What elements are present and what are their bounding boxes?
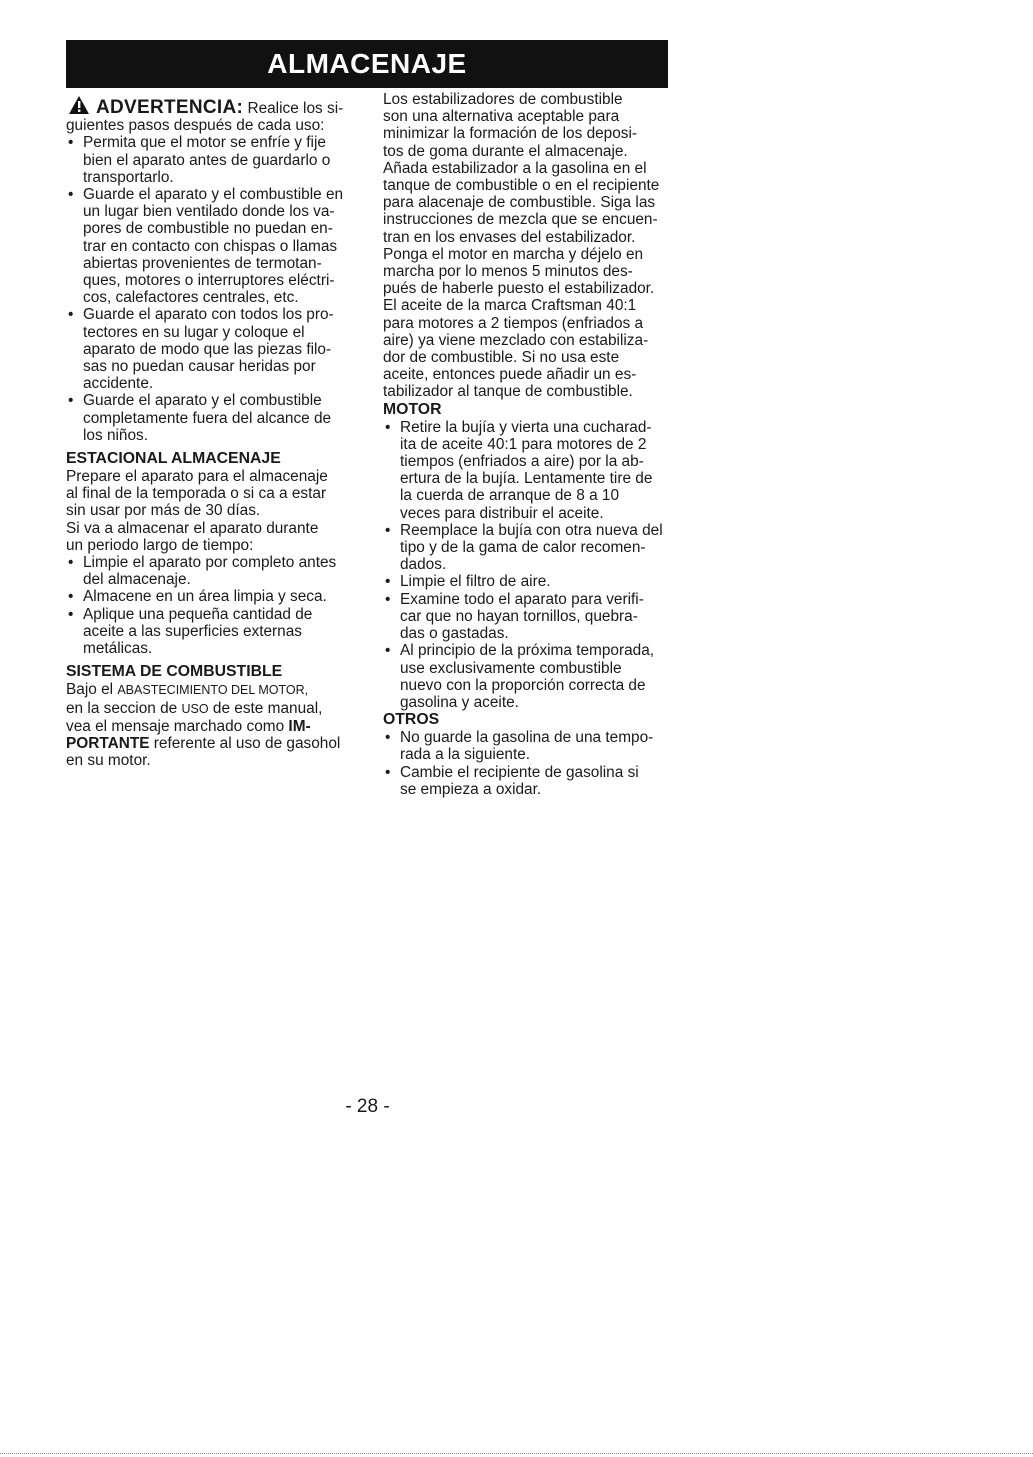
- list-item-line: Al principio de la próxima temporada,: [400, 642, 655, 660]
- list-item-line: Aplique una pequeña cantidad de: [83, 605, 313, 623]
- paragraph-line: tos de goma durante el almacenaje.: [383, 142, 628, 160]
- bullet-icon: •: [385, 521, 391, 539]
- list-item: [66, 134, 366, 186]
- list-item-line: Guarde el aparato y el combustible en: [83, 186, 344, 204]
- list-item-line: bien el aparato antes de guardarlo o: [83, 151, 331, 169]
- list-item: [66, 606, 366, 658]
- paragraph-line: tran en los envases del estabilizador.: [383, 228, 636, 246]
- list-item-line: trar en contacto con chispas o llamas: [83, 237, 338, 255]
- list-item-line: ertura de la bujía. Lentamente tire de: [400, 470, 653, 488]
- list-item: [383, 573, 685, 590]
- bullet-icon: •: [385, 573, 391, 591]
- paragraph-line: aire) ya viene mezclado con estabiliza-: [383, 331, 649, 349]
- motor-heading: MOTOR: [383, 400, 442, 418]
- paragraph-line: Los estabilizadores de combustible: [383, 91, 623, 108]
- list-item-line: veces para distribuir el aceite.: [400, 504, 604, 522]
- bullet-icon: •: [68, 186, 74, 204]
- list-item-line: se empieza a oxidar.: [400, 780, 542, 798]
- list-item: [66, 554, 366, 588]
- list-item-line: Almacene en un área limpia y seca.: [83, 588, 327, 606]
- list-item: [66, 306, 366, 392]
- list-item-line: Limpie el aparato por completo antes: [83, 554, 337, 572]
- list-item-line: das o gastadas.: [400, 625, 509, 643]
- list-item-line: gasolina y aceite.: [400, 693, 519, 711]
- fuel-text: Bajo el: [66, 681, 118, 699]
- list-item-line: del almacenaje.: [83, 571, 191, 589]
- list-item: [383, 522, 685, 574]
- paragraph-line: un periodo largo de tiempo:: [66, 536, 254, 554]
- bullet-icon: •: [385, 418, 391, 436]
- fuel-text: en la seccion de: [66, 699, 182, 717]
- list-item: [383, 419, 685, 522]
- list-item-line: rada a la siguiente.: [400, 746, 531, 764]
- fuel-line: [66, 681, 366, 699]
- bullet-icon: •: [68, 392, 74, 410]
- list-item-line: accidente.: [83, 375, 154, 393]
- list-item-line: Permita que el motor se enfríe y fije: [83, 134, 326, 152]
- list-item-line: sas no puedan causar heridas por: [83, 358, 316, 376]
- fuel-caps-text: ABASTECIMIENTO DEL MOTOR,: [117, 683, 309, 698]
- list-item-line: Guarde el aparato y el combustible: [83, 392, 322, 410]
- fuel-text: referente al uso de gasohol: [149, 734, 341, 752]
- paragraph-line: Añada estabilizador a la gasolina en el: [383, 159, 647, 177]
- warning-text: Realice los si-: [247, 100, 344, 117]
- list-item-line: un lugar bien ventilado donde los va-: [83, 203, 335, 221]
- paragraph-line: dor de combustible. Si no usa este: [383, 349, 620, 367]
- page-number: - 28 -: [345, 1096, 390, 1117]
- list-item-line: Retire la bujía y vierta una cucharad-: [400, 418, 652, 436]
- fuel-bold-text: PORTANTE: [66, 734, 150, 752]
- warning-triangle-icon: [68, 95, 90, 115]
- list-item: [383, 764, 685, 798]
- list-item-line: aparato de modo que las piezas filo-: [83, 340, 332, 358]
- bullet-icon: •: [385, 642, 391, 660]
- paragraph-line: al final de la temporada o si ca a estar: [66, 485, 327, 503]
- list-item-line: metálicas.: [83, 640, 153, 658]
- paragraph-line: tanque de combustible o en el recipiente: [383, 177, 660, 195]
- seasonal-paragraph: [66, 520, 366, 554]
- list-item-line: dados.: [400, 556, 447, 574]
- paragraph-line: pués de haberle puesto el estabilizador.: [383, 280, 655, 298]
- list-item-line: aceite a las superficies externas: [83, 622, 303, 640]
- list-item-line: tiempos (enfriados a aire) por la ab-: [400, 453, 644, 471]
- warning-bullet-list: [66, 134, 366, 444]
- list-item: [383, 591, 685, 643]
- paragraph-line: son una alternativa aceptable para: [383, 108, 620, 126]
- warning-text-continued: guientes pasos después de cada uso:: [66, 117, 325, 135]
- paragraph-line: para motores a 2 tiempos (enfriados a: [383, 314, 644, 332]
- list-item-line: car que no hayan tornillos, quebra-: [400, 607, 638, 625]
- list-item-line: Limpie el filtro de aire.: [400, 573, 551, 591]
- list-item-line: abiertas provenientes de termotan-: [83, 254, 322, 272]
- fuel-system-paragraph: [66, 681, 366, 769]
- list-item-line: tectores en su lugar y coloque el: [83, 323, 305, 341]
- list-item: [66, 186, 366, 306]
- fuel-line: [66, 718, 366, 735]
- paragraph-line: para alacenaje de combustible. Siga las: [383, 194, 656, 212]
- left-column: [66, 91, 366, 769]
- seasonal-paragraph: [66, 468, 366, 520]
- others-heading: OTROS: [383, 711, 440, 729]
- fuel-bold-text: IM-: [288, 717, 311, 735]
- list-item-line: cos, calefactores centrales, etc.: [83, 289, 299, 307]
- list-item-line: No guarde la gasolina de una tempo-: [400, 729, 654, 747]
- paragraph-line: minimizar la formación de los deposi-: [383, 125, 638, 143]
- paragraph-line: aceite, entonces puede añadir un es-: [383, 366, 637, 384]
- list-item-line: tipo y de la gama de calor recomen-: [400, 539, 646, 557]
- fuel-text: vea el mensaje marchado como: [66, 717, 289, 735]
- fuel-line: en su motor.: [66, 752, 151, 770]
- seasonal-storage-heading: ESTACIONAL ALMACENAJE: [66, 450, 281, 468]
- bullet-icon: •: [68, 588, 74, 606]
- list-item-line: ques, motores o interruptores eléctri-: [83, 272, 335, 290]
- list-item-line: ita de aceite 40:1 para motores de 2: [400, 435, 647, 453]
- bullet-icon: •: [385, 763, 391, 781]
- list-item-line: completamente fuera del alcance de: [83, 409, 332, 427]
- list-item-line: Guarde el aparato con todos los pro-: [83, 306, 334, 324]
- paragraph-line: sin usar por más de 30 días.: [66, 502, 261, 520]
- bullet-icon: •: [385, 729, 391, 747]
- bullet-icon: •: [68, 605, 74, 623]
- list-item: [383, 729, 685, 763]
- paragraph-line: marcha por lo menos 5 minutos des-: [383, 263, 633, 281]
- list-item-line: Cambie el recipiente de gasolina si: [400, 763, 639, 781]
- list-item: [383, 642, 685, 711]
- fuel-system-heading: SISTEMA DE COMBUSTIBLE: [66, 663, 283, 681]
- list-item: [66, 588, 366, 605]
- paragraph-line: instrucciones de mezcla que se encuen-: [383, 211, 658, 229]
- paragraph-line: Si va a almacenar el aparato durante: [66, 519, 319, 537]
- bullet-icon: •: [68, 306, 74, 324]
- section-title: ALMACENAJE: [66, 40, 668, 88]
- bullet-icon: •: [68, 554, 74, 572]
- list-item-line: pores de combustible no puedan en-: [83, 220, 333, 238]
- bullet-icon: •: [385, 590, 391, 608]
- right-column: [383, 91, 685, 798]
- list-item-line: nuevo con la proporción correcta de: [400, 676, 646, 694]
- fuel-line: [66, 735, 366, 752]
- paragraph-line: tabilizador al tanque de combustible.: [383, 383, 633, 401]
- list-item-line: transportarlo.: [83, 168, 174, 186]
- paragraph-line: Prepare el aparato para el almacenaje: [66, 468, 328, 486]
- list-item-line: los niños.: [83, 426, 149, 444]
- bottom-divider: [0, 1453, 1033, 1454]
- bullet-icon: •: [68, 134, 74, 152]
- list-item-line: use exclusivamente combustible: [400, 659, 622, 677]
- paragraph-line: El aceite de la marca Craftsman 40:1: [383, 297, 637, 315]
- list-item: [66, 392, 366, 444]
- paragraph-line: Ponga el motor en marcha y déjelo en: [383, 245, 644, 263]
- list-item-line: Examine todo el aparato para verifi-: [400, 590, 644, 608]
- list-item-line: Reemplace la bujía con otra nueva del: [400, 521, 663, 539]
- warning-block: [66, 95, 366, 117]
- motor-bullet-list: [383, 419, 685, 711]
- seasonal-bullet-list: [66, 554, 366, 657]
- fuel-caps-text: USO: [181, 701, 209, 716]
- stabilizer-paragraph: [383, 91, 685, 401]
- list-item-line: la cuerda de arranque de 8 a 10: [400, 487, 620, 505]
- others-bullet-list: [383, 729, 685, 798]
- fuel-text: de este manual,: [208, 699, 323, 717]
- fuel-line: [66, 700, 366, 718]
- warning-label: ADVERTENCIA:: [96, 97, 244, 118]
